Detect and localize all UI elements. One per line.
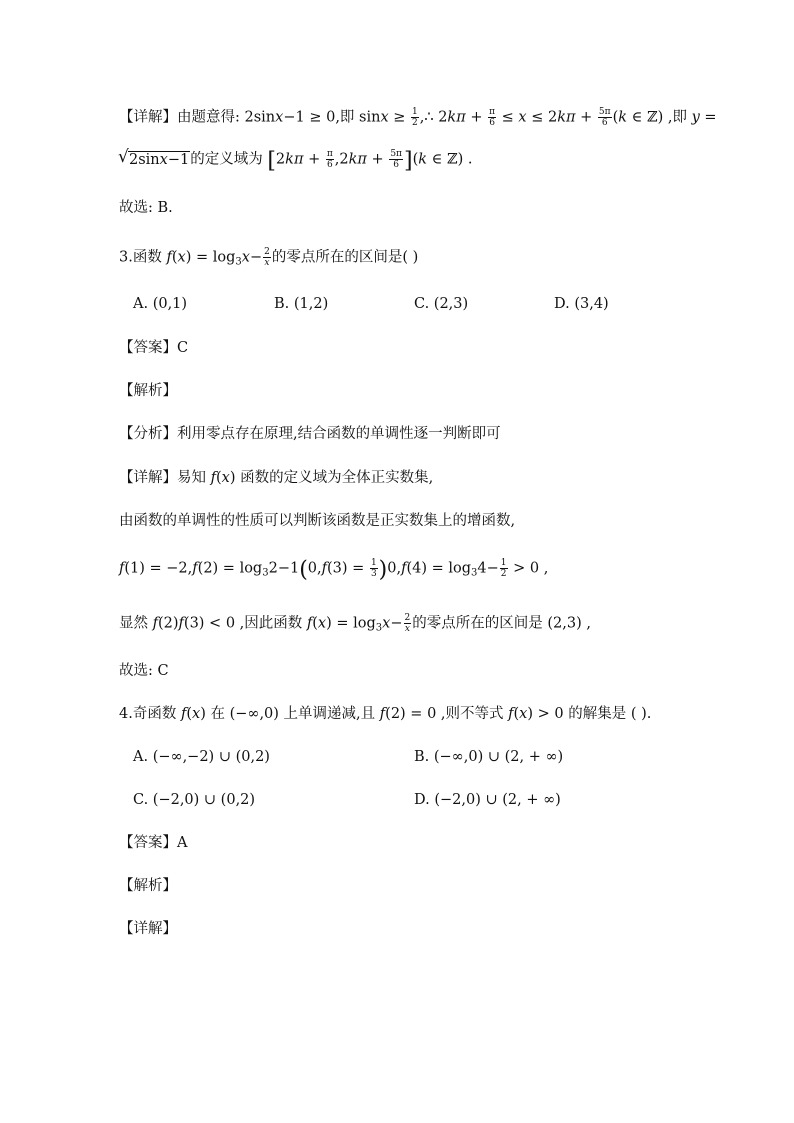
choice-b: B. (1,2) — [274, 296, 329, 312]
detail-line-2: √ 2sinx−1的定义域为 [2kπ + $\frac{\pi}{6}$ ,2kπ + $\frac{5\pi}{6}$ ](k ∈ ℤ) . — [119, 149, 644, 172]
fraction: $\frac{1}{2}$ — [500, 558, 507, 579]
sqrt-expression: √ 2sinx−1 — [119, 150, 190, 170]
fraction: $\frac{\pi}{6}$ — [326, 149, 333, 170]
fenxi-3: 【分析】利用零点存在原理,结合函数的单调性逐一判断即可 — [119, 426, 501, 442]
question-3: 3.函数 $f(x) = \log_3x-$ $\frac{2}{x}$ 的零点所在的区间是( ) — [119, 247, 419, 268]
question-4: 4.奇函数 f(x) 在 (−∞,0) 上单调递减,且 f(2) = 0 ,则不等式 f(x) > 0 的解集是 ( ). — [119, 706, 652, 722]
fraction: $\frac{2}{x}$ — [264, 247, 270, 268]
fraction: $\frac{1}{3}$ — [370, 558, 377, 579]
analysis-4: 【解析】 — [119, 878, 177, 894]
choice-c: C. (2,3) — [414, 296, 469, 312]
detail-3d: 显然 f(2)f(3) < 0 ,因此函数 $f(x) = \log_3x-$ $\frac{2}{x}$ 的零点所在的区间是 (2,3) , — [119, 613, 591, 634]
choice-a: A. (0,1) — [133, 296, 188, 312]
fraction: $\frac{1}{2}$ — [412, 107, 418, 128]
choose-line-3: 故选: C — [119, 663, 169, 679]
choice-b: B. (−∞,0) ∪ (2, + ∞) — [414, 749, 564, 765]
detail-3: 【详解】易知 f(x) 函数的定义域为全体正实数集, — [119, 470, 434, 486]
choice-c: C. (−2,0) ∪ (0,2) — [133, 792, 256, 808]
analysis-3: 【解析】 — [119, 383, 177, 399]
detail-3c: $f(1) = -2,f(2) = \log_32-1(0,f(3)$ = $\frac{1}{3}$ )$0,f(4) = \log_34-$ $\frac{1}{2}$ > 0 , — [119, 557, 549, 583]
detail-line-1: 【详解】由题意得: 2sinx−1 ≥ 0,即 sinx ≥ $\frac{1}{2}$ ,∴ 2kπ + $\frac{\pi}{6}$ ≤ x ≤ 2kπ + $\frac{5\pi}{6}$ (k ∈ ℤ) ,即 y = — [119, 107, 717, 128]
answer-3: 【答案】C — [119, 340, 189, 356]
detail-3b: 由函数的单调性的性质可以判断该函数是正实数集上的增函数, — [119, 513, 516, 529]
fraction: $\frac{5\pi}{6}$ — [598, 107, 611, 128]
choice-d: D. (−2,0) ∪ (2, + ∞) — [414, 792, 561, 808]
detail-4: 【详解】 — [119, 921, 177, 937]
choose-line-1: 故选: B. — [119, 200, 173, 216]
answer-4: 【答案】A — [119, 835, 188, 851]
choice-a: A. (−∞,−2) ∪ (0,2) — [133, 749, 270, 765]
detail-tag: 【详解】 — [119, 109, 177, 126]
fraction: $\frac{\pi}{6}$ — [489, 107, 496, 128]
fraction: $\frac{2}{x}$ — [404, 613, 411, 634]
fraction: $\frac{5\pi}{6}$ — [390, 149, 402, 170]
choice-d: D. (3,4) — [554, 296, 609, 312]
